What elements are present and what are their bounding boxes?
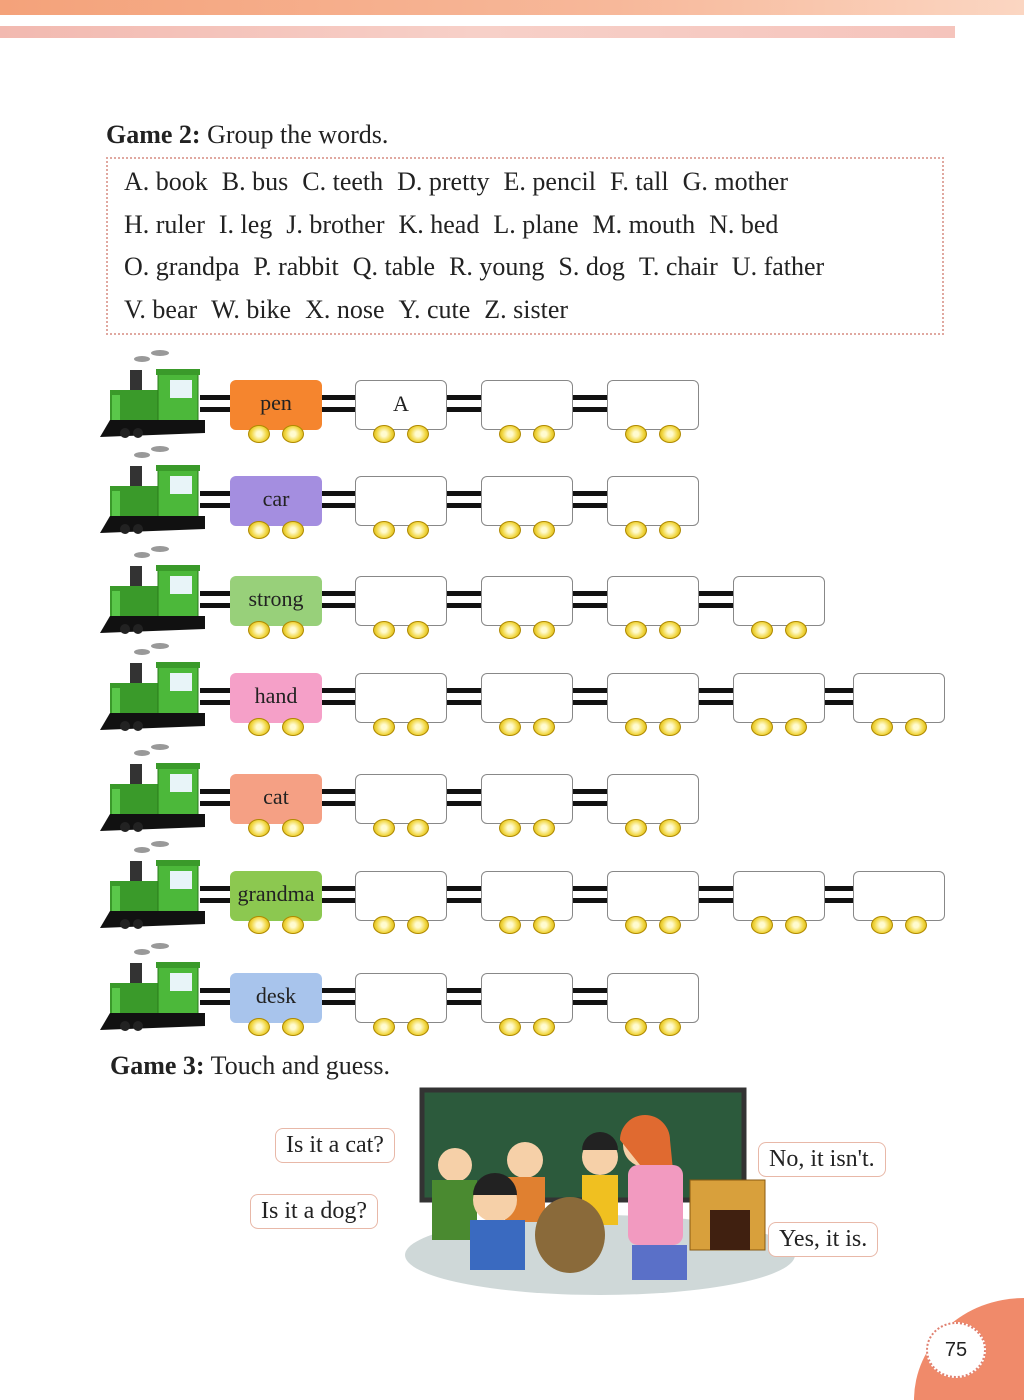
word-car: car <box>230 476 322 526</box>
coupler <box>200 988 230 993</box>
coupler <box>699 688 733 693</box>
coupler <box>322 898 355 903</box>
word-item: Y. cute <box>398 294 471 324</box>
coupler <box>573 395 607 400</box>
wheel-icon <box>373 1018 395 1036</box>
coupler <box>322 886 355 891</box>
locomotive-icon <box>100 739 210 834</box>
word-item: S. dog <box>558 252 625 281</box>
wheel-icon <box>659 819 681 837</box>
wheel-icon <box>282 521 304 539</box>
word-car: hand <box>230 673 322 723</box>
word-item: D. pretty <box>397 167 490 196</box>
coupler <box>447 988 481 993</box>
wheel-icon <box>659 521 681 539</box>
coupler <box>200 395 230 400</box>
wheel-icon <box>373 819 395 837</box>
wheel-icon <box>407 916 429 934</box>
coupler <box>573 988 607 993</box>
wheel-icon <box>407 521 429 539</box>
answer-car[interactable] <box>355 871 447 921</box>
word-item: X. nose <box>305 294 385 324</box>
word-item: Q. table <box>352 252 436 281</box>
coupler <box>200 700 230 705</box>
coupler <box>447 591 481 596</box>
word-item: E. pencil <box>503 167 596 196</box>
word-item: L. plane <box>493 209 579 239</box>
wheel-icon <box>499 1018 521 1036</box>
wheel-icon <box>533 718 555 736</box>
word-item: I. leg <box>218 209 273 239</box>
answer-car[interactable] <box>481 576 573 626</box>
word-item: P. rabbit <box>253 252 339 281</box>
wheel-icon <box>282 621 304 639</box>
locomotive-icon <box>100 345 210 440</box>
coupler <box>573 886 607 891</box>
game3-heading: Game 3: Touch and guess. <box>110 1051 391 1080</box>
answer-car[interactable] <box>853 673 945 723</box>
coupler <box>573 407 607 412</box>
answer-car[interactable] <box>607 774 699 824</box>
coupler <box>699 886 733 891</box>
coupler <box>322 1000 355 1005</box>
word-item: H. ruler <box>124 209 205 239</box>
coupler <box>322 591 355 596</box>
train-cat <box>100 739 960 839</box>
word-item: B. bus <box>221 167 289 196</box>
answer-car[interactable] <box>733 871 825 921</box>
wheel-icon <box>248 621 270 639</box>
answer-car[interactable] <box>355 576 447 626</box>
wheel-icon <box>533 621 555 639</box>
wheel-icon <box>407 621 429 639</box>
coupler <box>573 1000 607 1005</box>
wheel-icon <box>282 916 304 934</box>
coupler <box>447 789 481 794</box>
wheel-icon <box>751 621 773 639</box>
word-line <box>124 210 792 240</box>
wheel-icon <box>905 916 927 934</box>
word-line <box>124 295 582 325</box>
coupler <box>573 700 607 705</box>
wheel-icon <box>625 521 647 539</box>
word-item: J. brother <box>286 209 385 239</box>
wheel-icon <box>625 1018 647 1036</box>
answer-car[interactable] <box>481 476 573 526</box>
answer-car[interactable] <box>355 673 447 723</box>
word-item: M. mouth <box>592 209 696 239</box>
word-item: A. book <box>124 167 208 196</box>
word-list-box <box>106 157 944 335</box>
wheel-icon <box>282 718 304 736</box>
coupler <box>322 603 355 608</box>
wheel-icon <box>248 1018 270 1036</box>
wheel-icon <box>659 621 681 639</box>
answer-car[interactable]: A <box>355 380 447 430</box>
wheel-icon <box>373 521 395 539</box>
answer-car[interactable] <box>607 380 699 430</box>
word-item: T. chair <box>638 252 718 281</box>
answer-car[interactable] <box>481 380 573 430</box>
wheel-icon <box>499 521 521 539</box>
wheel-icon <box>499 916 521 934</box>
word-car: grandma <box>230 871 322 921</box>
train-grandma <box>100 836 960 936</box>
coupler <box>322 503 355 508</box>
wheel-icon <box>499 718 521 736</box>
page-number: 75 <box>926 1322 986 1378</box>
answer-car[interactable] <box>355 774 447 824</box>
word-item: W. bike <box>211 294 292 324</box>
coupler <box>573 591 607 596</box>
wheel-icon <box>282 1018 304 1036</box>
train-hand <box>100 638 960 738</box>
coupler <box>699 700 733 705</box>
word-item: U. father <box>731 252 825 281</box>
word-item: G. mother <box>682 167 788 196</box>
speech-bubble-yes: Yes, it is. <box>768 1222 878 1257</box>
wheel-icon <box>373 718 395 736</box>
coupler <box>447 801 481 806</box>
coupler <box>447 491 481 496</box>
coupler <box>573 688 607 693</box>
coupler <box>699 603 733 608</box>
word-item: R. young <box>449 252 545 281</box>
wheel-icon <box>248 819 270 837</box>
coupler <box>573 898 607 903</box>
wheel-icon <box>659 916 681 934</box>
wheel-icon <box>533 819 555 837</box>
wheel-icon <box>659 718 681 736</box>
wheel-icon <box>499 621 521 639</box>
answer-car[interactable] <box>607 871 699 921</box>
wheel-icon <box>625 916 647 934</box>
wheel-icon <box>533 916 555 934</box>
answer-car[interactable] <box>607 973 699 1023</box>
coupler <box>699 591 733 596</box>
coupler <box>200 789 230 794</box>
answer-car[interactable] <box>481 673 573 723</box>
top-decor-band-2 <box>0 26 955 38</box>
wheel-icon <box>871 718 893 736</box>
word-car: pen <box>230 380 322 430</box>
wheel-icon <box>248 521 270 539</box>
coupler <box>322 789 355 794</box>
coupler <box>825 700 853 705</box>
coupler <box>200 688 230 693</box>
coupler <box>825 898 853 903</box>
answer-car[interactable] <box>607 576 699 626</box>
train-desk <box>100 938 960 1038</box>
wheel-icon <box>373 621 395 639</box>
coupler <box>200 491 230 496</box>
word-item: F. tall <box>609 167 669 196</box>
coupler <box>322 688 355 693</box>
word-item: Z. sister <box>484 294 569 324</box>
wheel-icon <box>625 819 647 837</box>
locomotive-icon <box>100 836 210 931</box>
coupler <box>573 503 607 508</box>
coupler <box>200 407 230 412</box>
wheel-icon <box>625 718 647 736</box>
wheel-icon <box>659 1018 681 1036</box>
speech-bubble-no: No, it isn't. <box>758 1142 886 1177</box>
word-car: desk <box>230 973 322 1023</box>
word-item: K. head <box>398 209 480 239</box>
game2-heading: Game 2: Group the words. <box>106 120 389 149</box>
wheel-icon <box>785 621 807 639</box>
word-line <box>124 252 838 282</box>
wheel-icon <box>785 718 807 736</box>
answer-car[interactable] <box>853 871 945 921</box>
word-item: N. bed <box>709 209 779 239</box>
answer-car[interactable] <box>481 871 573 921</box>
answer-car[interactable] <box>733 576 825 626</box>
wheel-icon <box>248 718 270 736</box>
locomotive-icon <box>100 938 210 1033</box>
coupler <box>447 898 481 903</box>
wheel-icon <box>785 916 807 934</box>
coupler <box>200 801 230 806</box>
coupler <box>200 591 230 596</box>
word-car: strong <box>230 576 322 626</box>
coupler <box>573 491 607 496</box>
word-item: V. bear <box>124 294 198 324</box>
top-decor-band <box>0 0 1024 15</box>
classroom-scene <box>400 1085 795 1295</box>
answer-car[interactable] <box>355 476 447 526</box>
word-item: C. teeth <box>302 167 384 196</box>
speech-bubble-cat: Is it a cat? <box>275 1128 395 1163</box>
coupler <box>322 988 355 993</box>
coupler <box>200 603 230 608</box>
train-strong <box>100 541 960 641</box>
coupler <box>447 503 481 508</box>
word-car: cat <box>230 774 322 824</box>
train-car <box>100 441 960 541</box>
coupler <box>447 395 481 400</box>
wheel-icon <box>533 521 555 539</box>
coupler <box>322 395 355 400</box>
wheel-icon <box>282 819 304 837</box>
coupler <box>447 603 481 608</box>
coupler <box>699 898 733 903</box>
word-line <box>124 167 802 197</box>
wheel-icon <box>751 718 773 736</box>
coupler <box>322 491 355 496</box>
wheel-icon <box>407 1018 429 1036</box>
coupler <box>825 688 853 693</box>
wheel-icon <box>871 916 893 934</box>
wheel-icon <box>905 718 927 736</box>
wheel-icon <box>625 621 647 639</box>
coupler <box>322 700 355 705</box>
coupler <box>573 801 607 806</box>
answer-car[interactable] <box>607 673 699 723</box>
speech-bubble-dog: Is it a dog? <box>250 1194 378 1229</box>
coupler <box>200 898 230 903</box>
answer-car[interactable] <box>733 673 825 723</box>
coupler <box>447 886 481 891</box>
wheel-icon <box>533 1018 555 1036</box>
coupler <box>573 603 607 608</box>
coupler <box>447 1000 481 1005</box>
wheel-icon <box>499 819 521 837</box>
wheel-icon <box>751 916 773 934</box>
coupler <box>200 886 230 891</box>
train-pen <box>100 345 960 445</box>
locomotive-icon <box>100 541 210 636</box>
coupler <box>573 789 607 794</box>
classroom-illustration <box>400 1085 795 1295</box>
coupler <box>447 407 481 412</box>
wheel-icon <box>248 916 270 934</box>
word-item: O. grandpa <box>124 252 240 281</box>
coupler <box>200 503 230 508</box>
answer-car[interactable] <box>481 774 573 824</box>
wheel-icon <box>407 819 429 837</box>
answer-car[interactable] <box>607 476 699 526</box>
coupler <box>447 700 481 705</box>
locomotive-icon <box>100 441 210 536</box>
coupler <box>322 801 355 806</box>
coupler <box>447 688 481 693</box>
wheel-icon <box>373 916 395 934</box>
answer-car[interactable] <box>355 973 447 1023</box>
locomotive-icon <box>100 638 210 733</box>
coupler <box>322 407 355 412</box>
coupler <box>825 886 853 891</box>
coupler <box>200 1000 230 1005</box>
answer-car[interactable] <box>481 973 573 1023</box>
wheel-icon <box>407 718 429 736</box>
